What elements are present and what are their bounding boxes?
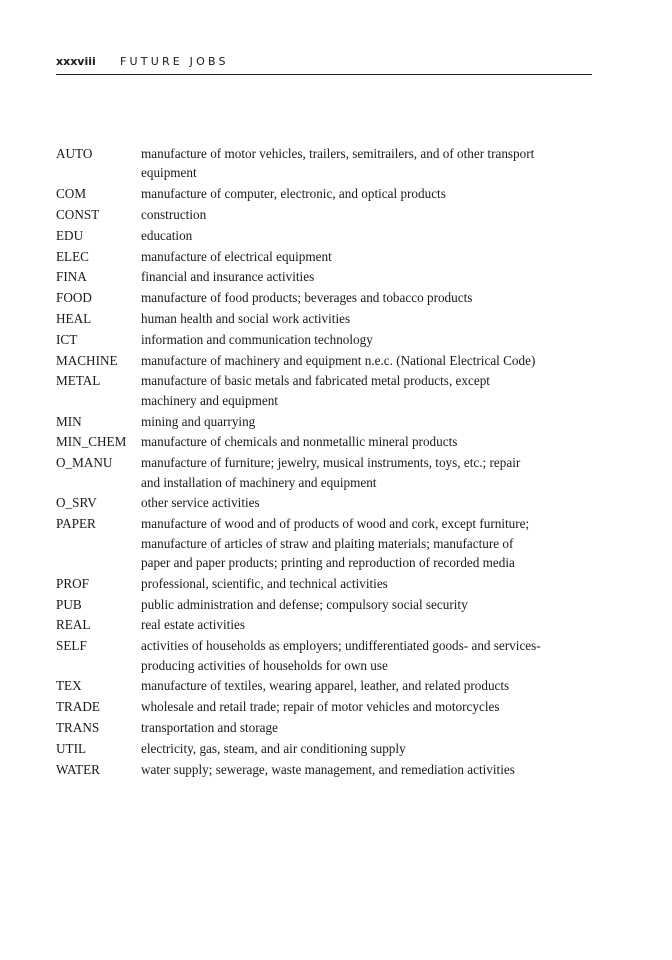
abbreviation-definition: manufacture of computer, electronic, and optical products [141,186,446,202]
abbreviation-definition: manufacture of furniture; jewelry, musical instruments, toys, etc.; repair and installation of machinery and equipment [141,455,521,490]
abbreviation-term: CONST [56,207,100,222]
abbreviation-definition: manufacture of food products; beverages and tobacco products [141,290,473,306]
book-title: FUTURE JOBS [120,55,229,68]
running-header [56,54,592,75]
list-item [56,453,616,492]
abbreviation-term: TEX [56,678,82,694]
abbreviation-term: HEAL [56,310,92,326]
abbreviation-term: REAL [56,617,91,633]
list-item [56,432,616,451]
list-item [56,636,616,675]
abbreviation-term: FINA [56,269,87,285]
abbreviation-term: METAL [56,373,101,389]
abbreviation-term: O_SRV [56,495,97,511]
abbreviation-term: FOOD [56,290,92,306]
list-item [56,330,616,349]
abbreviation-term: TRANS [56,719,100,735]
list-item [56,205,616,224]
abbreviation-term: PAPER [56,516,96,532]
abbreviation-definition: other service activities [141,495,260,511]
abbreviation-definition: manufacture of motor vehicles, trailers, semitrailers, and of other transport equipment [141,146,535,181]
abbreviation-definition: water supply; sewerage, waste management, and remediation activities [141,761,515,777]
list-item [56,760,616,779]
list-item [56,739,616,758]
abbreviation-definition: education [141,227,193,243]
list-item [56,267,616,286]
list-item [56,309,616,328]
abbreviation-term: COM [56,186,87,202]
list-item [56,595,616,614]
abbreviation-term: MIN [56,413,82,429]
abbreviation-definition: construction [141,207,207,222]
list-item [56,226,616,245]
page-number: xxxviii [56,55,96,68]
abbreviation-definition: manufacture of machinery and equipment n.e.c. (National Electrical Code) [141,352,536,368]
abbreviation-term: ICT [56,331,78,347]
abbreviation-term: EDU [56,227,84,243]
abbreviation-definition: public administration and defense; compulsory social security [141,596,468,612]
abbreviation-definition: human health and social work activities [141,310,351,326]
list-item [56,371,616,410]
abbreviation-definition: information and communication technology [141,331,373,347]
abbreviation-definition: transportation and storage [141,719,278,735]
abbreviation-term: AUTO [56,146,93,161]
list-item [56,184,616,203]
abbreviation-definition: real estate activities [141,617,245,633]
list-item [56,247,616,266]
list-item [56,351,616,370]
list-item [56,493,616,512]
abbreviation-definition: mining and quarrying [141,413,256,429]
abbreviation-definition: financial and insurance activities [141,269,315,285]
abbreviation-term: UTIL [56,740,87,756]
list-item [56,412,616,431]
abbreviation-definition: professional, scientific, and technical activities [141,575,388,591]
list-item [56,718,616,737]
list-item [56,574,616,593]
abbreviation-definition: electricity, gas, steam, and air conditioning supply [141,740,406,756]
abbreviation-term: WATER [56,761,100,777]
abbreviation-definition: manufacture of electrical equipment [141,248,332,264]
abbreviation-definition: manufacture of basic metals and fabricated metal products, except machinery and equipment [141,373,490,408]
abbreviation-list [56,144,616,780]
abbreviation-definition: manufacture of textiles, wearing apparel, leather, and related products [141,678,510,694]
list-item [56,514,616,572]
abbreviation-definition: manufacture of chemicals and nonmetallic mineral products [141,434,458,450]
abbreviation-term: O_MANU [56,455,113,471]
abbreviation-definition: activities of households as employers; undifferentiated goods- and services-producing activities of households for own use [141,638,541,673]
abbreviation-definition: wholesale and retail trade; repair of motor vehicles and motorcycles [141,699,500,715]
abbreviation-term: TRADE [56,699,100,715]
abbreviation-term: PROF [56,575,89,591]
abbreviation-term: SELF [56,638,87,654]
list-item [56,288,616,307]
list-item [56,676,616,695]
abbreviation-term: ELEC [56,248,89,264]
list-item [56,615,616,634]
abbreviation-term: MACHINE [56,352,118,368]
list-item [56,144,616,183]
abbreviation-term: PUB [56,596,82,612]
abbreviation-definition: manufacture of wood and of products of wood and cork, except furniture; manufacture of articles of straw and plaiting materials; manufacture of paper and paper products; printing and reproduction of recorded media [141,516,530,570]
list-item [56,697,616,716]
abbreviation-term: MIN_CHEM [56,434,127,450]
